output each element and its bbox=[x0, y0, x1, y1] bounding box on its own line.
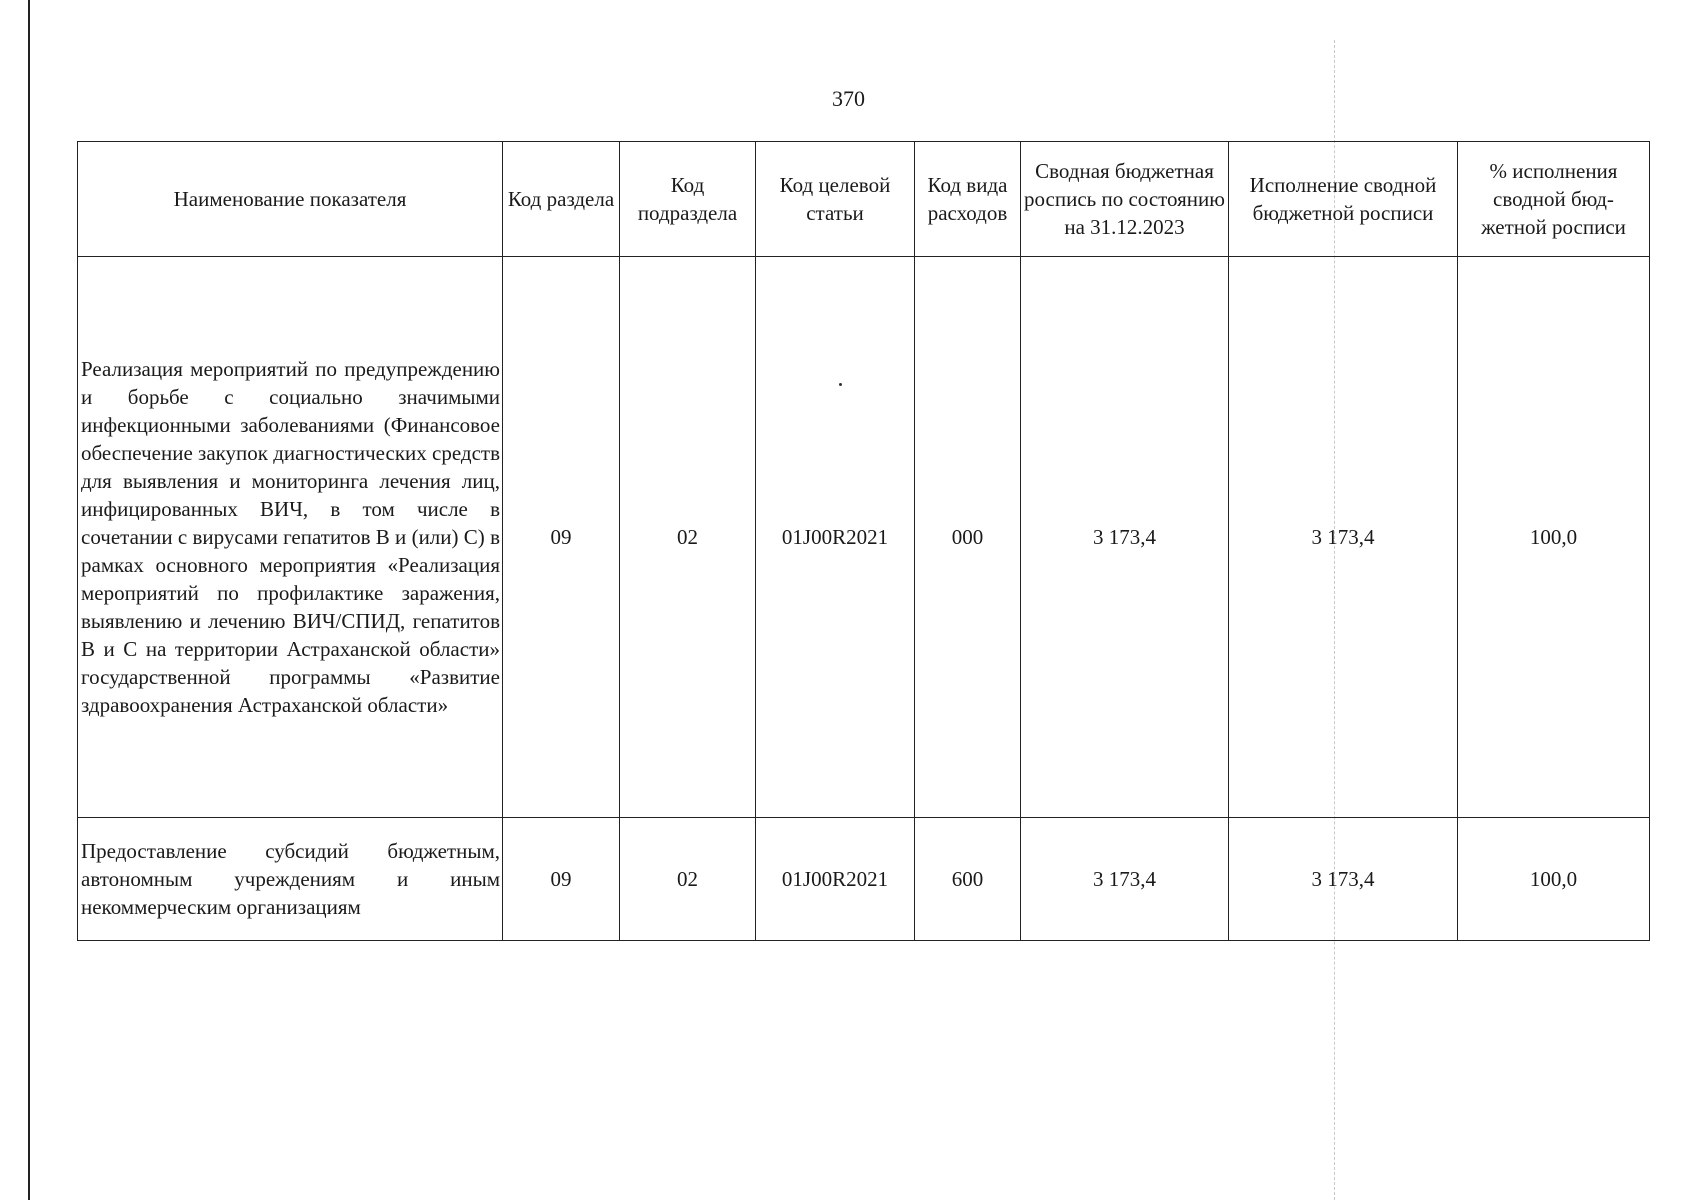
table-header-row bbox=[78, 142, 1650, 257]
execution-percent-value: 100,0 bbox=[1458, 818, 1650, 941]
target-code: 01J00R2021 bbox=[756, 818, 915, 941]
header-target-code: Код целевой статьи bbox=[756, 142, 915, 257]
page-number: 370 bbox=[832, 86, 865, 111]
budget-execution-value: 3 173,4 bbox=[1229, 257, 1458, 818]
budget-execution-table bbox=[77, 141, 1650, 941]
page-margin-rule bbox=[28, 0, 30, 1200]
subsection-code: 02 bbox=[620, 818, 756, 941]
section-code: 09 bbox=[503, 818, 620, 941]
header-section-code: Код раздела bbox=[503, 142, 620, 257]
header-indicator-name: Наименование показателя bbox=[78, 142, 503, 257]
table-row bbox=[78, 818, 1650, 941]
table-row bbox=[78, 257, 1650, 818]
header-execution-percent: % исполнения сводной бюд-жетной росписи bbox=[1458, 142, 1650, 257]
scan-dot-artifact bbox=[839, 383, 842, 386]
indicator-name: Предоставление субсидий бюджетным, автономным учреждениям и иным некоммерческим организациям bbox=[78, 818, 503, 941]
budget-plan-value: 3 173,4 bbox=[1021, 257, 1229, 818]
section-code: 09 bbox=[503, 257, 620, 818]
subsection-code: 02 bbox=[620, 257, 756, 818]
indicator-name: Реализация мероприятий по предупреждению и борьбе с социально значимыми инфекционными заболеваниями (Финансовое обеспечение закупок диагностических средств для выявления и мониторинга лечения лиц, инфицированных ВИЧ, в том числе в сочетании с вирусами гепатитов B и (или) C) в рамках основного мероприятия «Реализация мероприятий по профилактике заражения, выявлению и лечению ВИЧ/СПИД, гепатитов B и C на территории Астраханской области» государственной программы «Развитие здравоохранения Астраханской области» bbox=[78, 257, 503, 818]
header-subsection-code: Код подраздела bbox=[620, 142, 756, 257]
budget-plan-value: 3 173,4 bbox=[1021, 818, 1229, 941]
expense-type-code: 000 bbox=[915, 257, 1021, 818]
header-budget-execution: Исполнение сводной бюджетной росписи bbox=[1229, 142, 1458, 257]
budget-execution-value: 3 173,4 bbox=[1229, 818, 1458, 941]
header-expense-type-code: Код вида расходов bbox=[915, 142, 1021, 257]
target-code: 01J00R2021 bbox=[756, 257, 915, 818]
expense-type-code: 600 bbox=[915, 818, 1021, 941]
header-budget-plan: Сводная бюджетная роспись по состоянию на 31.12.2023 bbox=[1021, 142, 1229, 257]
execution-percent-value: 100,0 bbox=[1458, 257, 1650, 818]
